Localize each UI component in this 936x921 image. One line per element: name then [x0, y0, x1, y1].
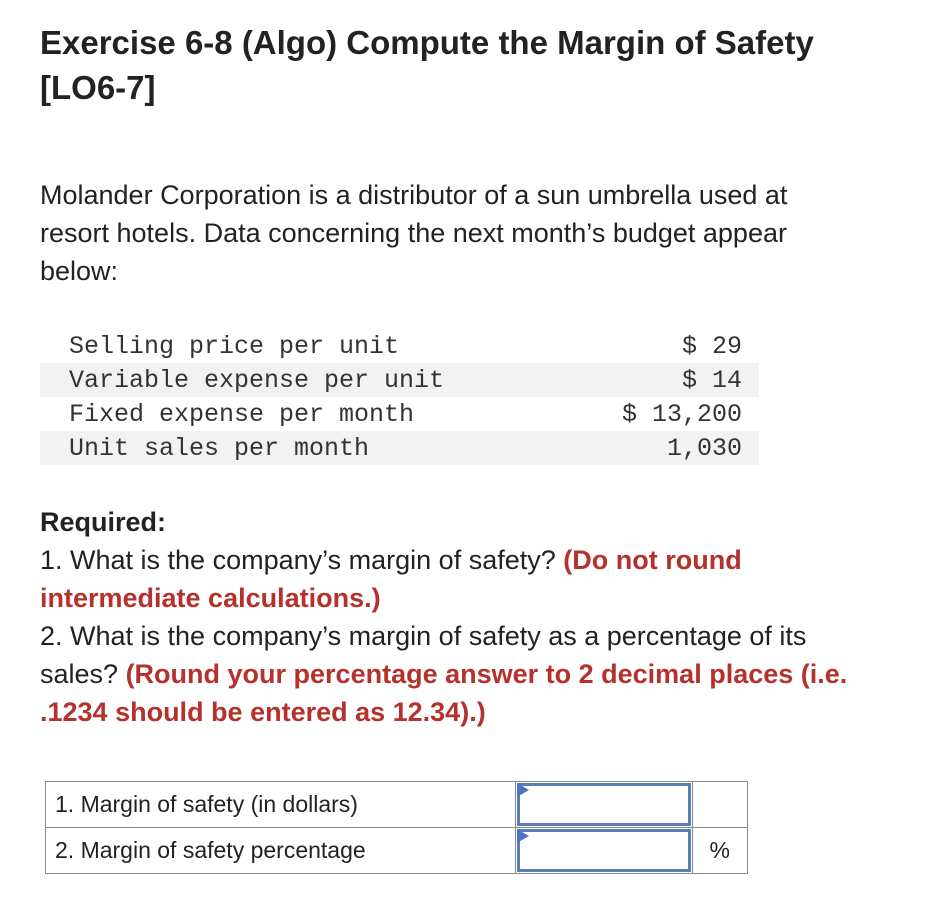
budget-row-label: Unit sales per month	[69, 433, 370, 463]
answer-row	[46, 828, 748, 874]
question-2-note: (Round your percentage answer to 2 decimal places (i.e.	[125, 659, 848, 689]
exercise-title	[40, 20, 936, 110]
exercise-title-line-1: Exercise 6-8 (Algo) Compute the Margin of Safety	[40, 24, 814, 61]
question-2-text: 2. What is the company’s margin of safety as a percentage of its	[40, 621, 807, 651]
question-2	[40, 655, 936, 693]
intro-line-3: below:	[40, 256, 119, 286]
required-section	[40, 503, 936, 731]
question-2-note-cont: .1234 should be entered as 12.34).)	[40, 697, 486, 727]
budget-row-value: $ 14	[681, 365, 742, 395]
answer-label-margin-dollars: 1. Margin of safety (in dollars)	[46, 782, 516, 828]
budget-row-label: Fixed expense per month	[69, 399, 415, 429]
budget-row	[40, 363, 759, 397]
question-1	[40, 541, 936, 579]
answer-table	[45, 781, 748, 874]
budget-row	[40, 329, 759, 363]
budget-row-label: Variable expense per unit	[69, 365, 445, 395]
question-2-text-cont: sales?	[40, 659, 126, 689]
question-1-note: (Do not round	[563, 545, 742, 575]
budget-row	[40, 431, 759, 465]
budget-row-value: $ 13,200	[621, 399, 742, 429]
answer-label-margin-percentage: 2. Margin of safety percentage	[46, 828, 516, 874]
answer-cell-margin-dollars	[516, 782, 692, 828]
intro-line-1: Molander Corporation is a distributor of a sun umbrella used at	[40, 180, 788, 210]
intro-line-2: resort hotels. Data concerning the next month’s budget appear	[40, 218, 787, 248]
question-1-note-cont: intermediate calculations.)	[40, 583, 381, 613]
answer-row	[46, 782, 748, 828]
exercise-title-line-2: [LO6-7]	[40, 69, 156, 106]
budget-data-table	[40, 329, 759, 465]
required-heading: Required:	[40, 507, 167, 537]
budget-row-label: Selling price per unit	[69, 331, 400, 361]
answer-cell-margin-percentage	[516, 828, 692, 874]
question-1-text: 1. What is the company’s margin of safety?	[40, 545, 564, 575]
answer-unit-dollars	[692, 782, 747, 828]
answer-unit-percent: %	[692, 828, 747, 874]
budget-row-value: $ 29	[681, 331, 742, 361]
problem-intro	[40, 176, 930, 290]
margin-of-safety-dollars-input[interactable]	[517, 783, 690, 826]
budget-row-value: 1,030	[666, 433, 742, 463]
margin-of-safety-percentage-input[interactable]	[517, 829, 690, 872]
budget-row	[40, 397, 759, 431]
